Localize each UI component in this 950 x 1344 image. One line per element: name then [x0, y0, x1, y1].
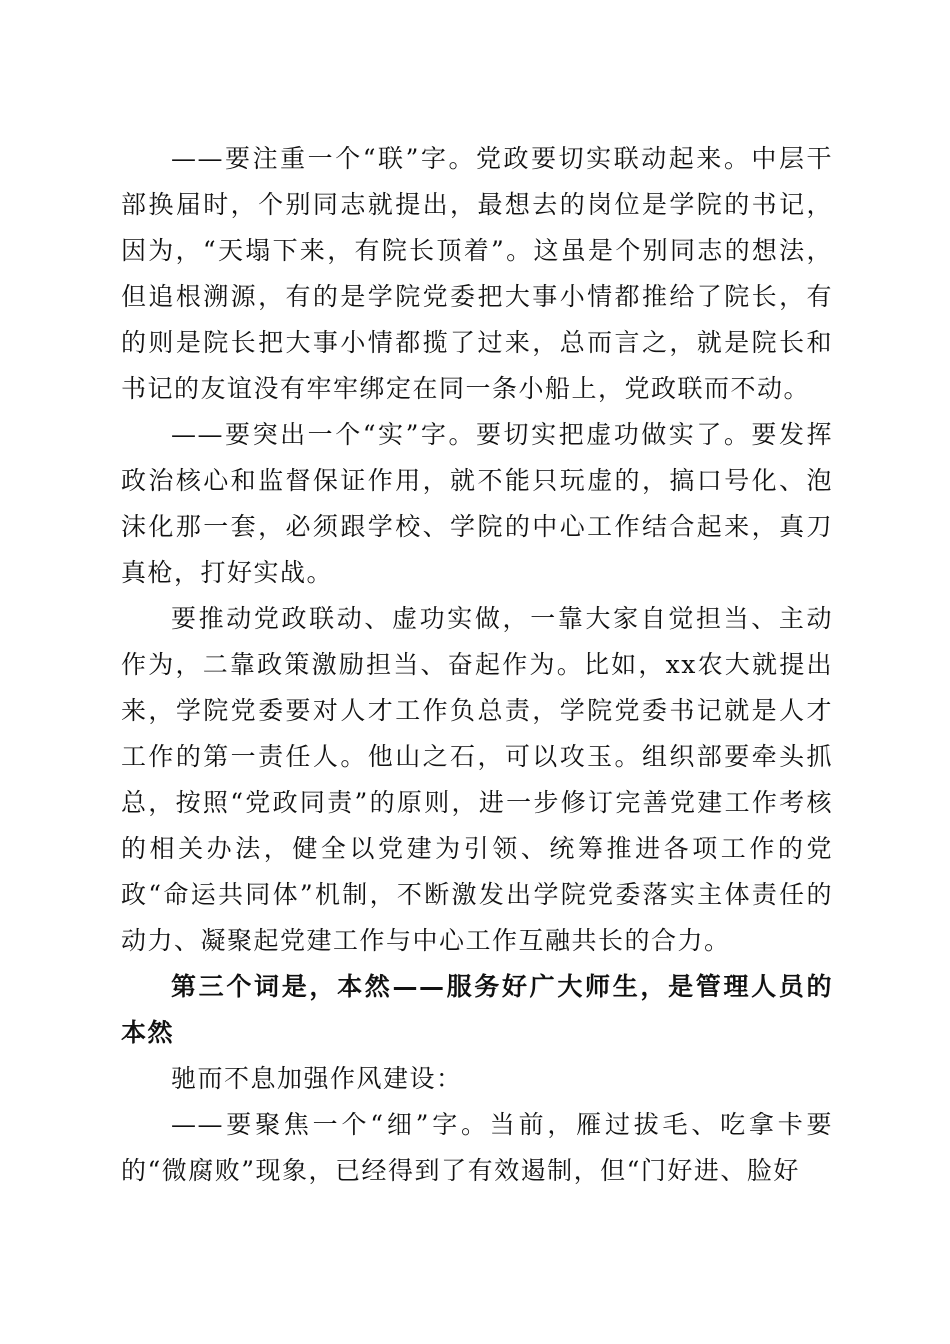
section-heading-third-word: 第三个词是，本然——服务好广大师生，是管理人员的本然 — [121, 972, 833, 1047]
paragraph-style-building: 驰而不息加强作风建设： — [171, 1064, 463, 1093]
paragraph-shi: ——要突出一个“实”字。要切实把虚功做实了。要发挥政治核心和监督保证作用，就不能只玩虚的，搞口号化、泡沫化那一套，必须跟学校、学院的中心工作结合起来，真刀真枪，打好实战。 — [121, 420, 833, 587]
document-body — [121, 136, 833, 1194]
paragraph-promote-linkage: 要推动党政联动、虚功实做，一靠大家自觉担当、主动作为，二靠政策激励担当、奋起作为。比如，xx农大就提出来，学院党委要对人才工作负总责，学院党委书记就是人才工作的第一责任人。他山之石，可以攻玉。组织部要牵头抓总，按照“党政同责”的原则，进一步修订完善党建工作考核的相关办法，健全以党建为引领、统筹推进各项工作的党政“命运共同体”机制，不断激发出学院党委落实主体责任的动力、凝聚起党建工作与中心工作互融共长的合力。 — [121, 604, 833, 955]
paragraph-lian: ——要注重一个“联”字。党政要切实联动起来。中层干部换届时，个别同志就提出，最想去的岗位是学院的书记，因为，“天塌下来，有院长顶着”。这虽是个别同志的想法，但追根溯源，有的是学院党委把大事小情都推给了院长，有的则是院长把大事小情都揽了过来，总而言之，就是院长和书记的友谊没有牢牢绑定在同一条小船上，党政联而不动。 — [121, 144, 833, 403]
paragraph-xi: ——要聚焦一个“细”字。当前，雁过拔毛、吃拿卡要的“微腐败”现象，已经得到了有效遏制，但“门好进、脸好 — [121, 1110, 833, 1185]
